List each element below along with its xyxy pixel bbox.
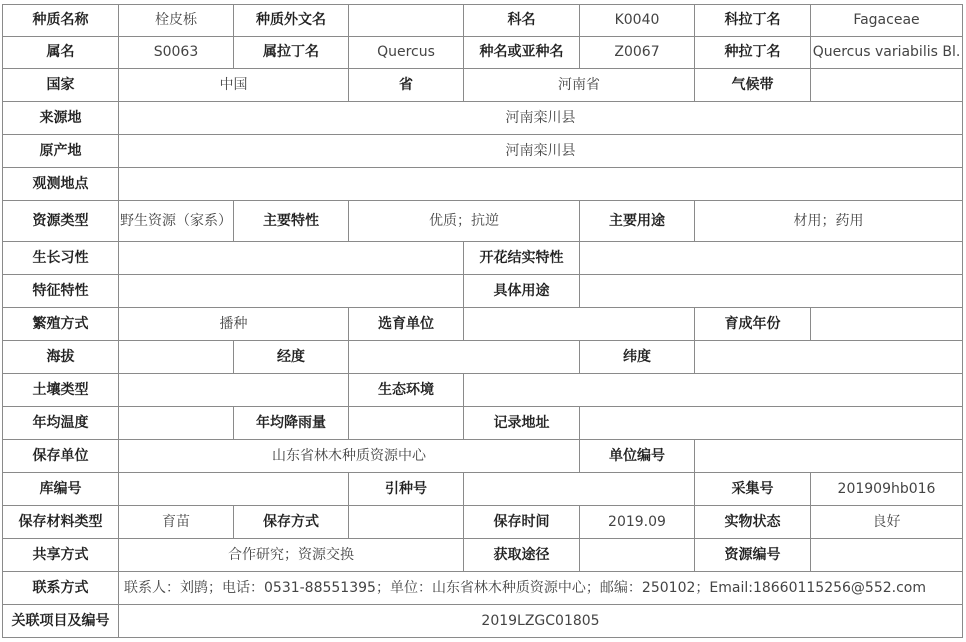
field-value-观测地点 — [119, 168, 963, 201]
field-label-关联项目及编号: 关联项目及编号 — [3, 605, 119, 638]
field-value-资源编号 — [811, 539, 963, 572]
field-value-种质名称: 栓皮栎 — [119, 5, 234, 37]
field-value-关联项目及编号: 2019LZGC01805 — [119, 605, 963, 638]
field-value-纬度 — [695, 341, 963, 374]
field-label-属名: 属名 — [3, 37, 119, 69]
field-value-原产地: 河南栾川县 — [119, 135, 963, 168]
field-label-获取途径: 获取途径 — [464, 539, 580, 572]
field-value-保存时间: 2019.09 — [580, 506, 695, 539]
field-value-具体用途 — [580, 275, 963, 308]
table-row — [3, 374, 963, 407]
field-label-库编号: 库编号 — [3, 473, 119, 506]
field-label-年均温度: 年均温度 — [3, 407, 119, 440]
field-value-采集号: 201909hb016 — [811, 473, 963, 506]
field-label-选育单位: 选育单位 — [349, 308, 464, 341]
field-label-保存材料类型: 保存材料类型 — [3, 506, 119, 539]
field-label-年均降雨量: 年均降雨量 — [234, 407, 349, 440]
table-row — [3, 605, 963, 638]
table-row — [3, 539, 963, 572]
field-label-科名: 科名 — [464, 5, 580, 37]
field-value-种名或亚种名: Z0067 — [580, 37, 695, 69]
germplasm-info-table — [2, 4, 963, 638]
table-row — [3, 506, 963, 539]
field-value-主要用途: 材用；药用 — [695, 201, 963, 242]
table-row — [3, 572, 963, 605]
field-value-国家: 中国 — [119, 69, 349, 102]
field-value-气候带 — [811, 69, 963, 102]
field-label-育成年份: 育成年份 — [695, 308, 811, 341]
field-label-具体用途: 具体用途 — [464, 275, 580, 308]
field-value-保存单位: 山东省林木种质资源中心 — [119, 440, 580, 473]
field-label-特征特性: 特征特性 — [3, 275, 119, 308]
field-value-库编号 — [119, 473, 349, 506]
field-value-保存方式 — [349, 506, 464, 539]
field-label-种质名称: 种质名称 — [3, 5, 119, 37]
field-value-特征特性 — [119, 275, 464, 308]
field-label-种名或亚种名: 种名或亚种名 — [464, 37, 580, 69]
table-row — [3, 341, 963, 374]
table-row — [3, 201, 963, 242]
field-value-繁殖方式: 播种 — [119, 308, 349, 341]
field-value-种质外文名 — [349, 5, 464, 37]
field-label-种质外文名: 种质外文名 — [234, 5, 349, 37]
field-label-省: 省 — [349, 69, 464, 102]
field-value-实物状态: 良好 — [811, 506, 963, 539]
field-label-原产地: 原产地 — [3, 135, 119, 168]
field-label-种拉丁名: 种拉丁名 — [695, 37, 811, 69]
table-row — [3, 5, 963, 37]
field-value-育成年份 — [811, 308, 963, 341]
field-value-资源类型: 野生资源（家系） — [119, 201, 234, 242]
field-value-生长习性 — [119, 242, 464, 275]
field-label-来源地: 来源地 — [3, 102, 119, 135]
table-row — [3, 407, 963, 440]
field-label-繁殖方式: 繁殖方式 — [3, 308, 119, 341]
field-label-主要用途: 主要用途 — [580, 201, 695, 242]
field-label-土壤类型: 土壤类型 — [3, 374, 119, 407]
field-value-主要特性: 优质；抗逆 — [349, 201, 580, 242]
field-label-气候带: 气候带 — [695, 69, 811, 102]
field-value-记录地址 — [580, 407, 963, 440]
field-label-共享方式: 共享方式 — [3, 539, 119, 572]
field-value-保存材料类型: 育苗 — [119, 506, 234, 539]
field-value-科拉丁名: Fagaceae — [811, 5, 963, 37]
field-label-资源编号: 资源编号 — [695, 539, 811, 572]
field-label-观测地点: 观测地点 — [3, 168, 119, 201]
field-label-科拉丁名: 科拉丁名 — [695, 5, 811, 37]
field-value-引种号 — [464, 473, 695, 506]
field-value-年均温度 — [119, 407, 234, 440]
table-row — [3, 102, 963, 135]
field-value-选育单位 — [464, 308, 695, 341]
field-value-共享方式: 合作研究；资源交换 — [119, 539, 464, 572]
field-label-海拔: 海拔 — [3, 341, 119, 374]
field-value-属拉丁名: Quercus — [349, 37, 464, 69]
field-label-保存单位: 保存单位 — [3, 440, 119, 473]
field-label-实物状态: 实物状态 — [695, 506, 811, 539]
field-value-属名: S0063 — [119, 37, 234, 69]
field-label-纬度: 纬度 — [580, 341, 695, 374]
field-value-种拉丁名: Quercus variabilis Bl. — [811, 37, 963, 69]
field-label-国家: 国家 — [3, 69, 119, 102]
field-value-经度 — [349, 341, 580, 374]
field-value-来源地: 河南栾川县 — [119, 102, 963, 135]
field-label-资源类型: 资源类型 — [3, 201, 119, 242]
table-row — [3, 275, 963, 308]
table-row — [3, 473, 963, 506]
field-value-省: 河南省 — [464, 69, 695, 102]
field-label-记录地址: 记录地址 — [464, 407, 580, 440]
field-value-生态环境 — [464, 374, 963, 407]
field-value-联系方式: 联系人：刘鹍；电话：0531-88551395；单位：山东省林木种质资源中心；邮编：250102；Email:18660115256@552.com — [119, 572, 963, 605]
field-value-单位编号 — [695, 440, 963, 473]
table-row — [3, 69, 963, 102]
table-row — [3, 168, 963, 201]
field-label-属拉丁名: 属拉丁名 — [234, 37, 349, 69]
table-body — [3, 5, 963, 638]
field-label-采集号: 采集号 — [695, 473, 811, 506]
field-value-科名: K0040 — [580, 5, 695, 37]
field-label-保存时间: 保存时间 — [464, 506, 580, 539]
table-row — [3, 37, 963, 69]
field-label-主要特性: 主要特性 — [234, 201, 349, 242]
field-label-开花结实特性: 开花结实特性 — [464, 242, 580, 275]
table-row — [3, 440, 963, 473]
field-value-土壤类型 — [119, 374, 349, 407]
field-value-开花结实特性 — [580, 242, 963, 275]
field-label-保存方式: 保存方式 — [234, 506, 349, 539]
field-value-海拔 — [119, 341, 234, 374]
field-value-获取途径 — [580, 539, 695, 572]
field-label-生长习性: 生长习性 — [3, 242, 119, 275]
table-row — [3, 308, 963, 341]
field-value-年均降雨量 — [349, 407, 464, 440]
field-label-经度: 经度 — [234, 341, 349, 374]
table-row — [3, 135, 963, 168]
field-label-单位编号: 单位编号 — [580, 440, 695, 473]
field-label-联系方式: 联系方式 — [3, 572, 119, 605]
field-label-生态环境: 生态环境 — [349, 374, 464, 407]
field-label-引种号: 引种号 — [349, 473, 464, 506]
table-row — [3, 242, 963, 275]
